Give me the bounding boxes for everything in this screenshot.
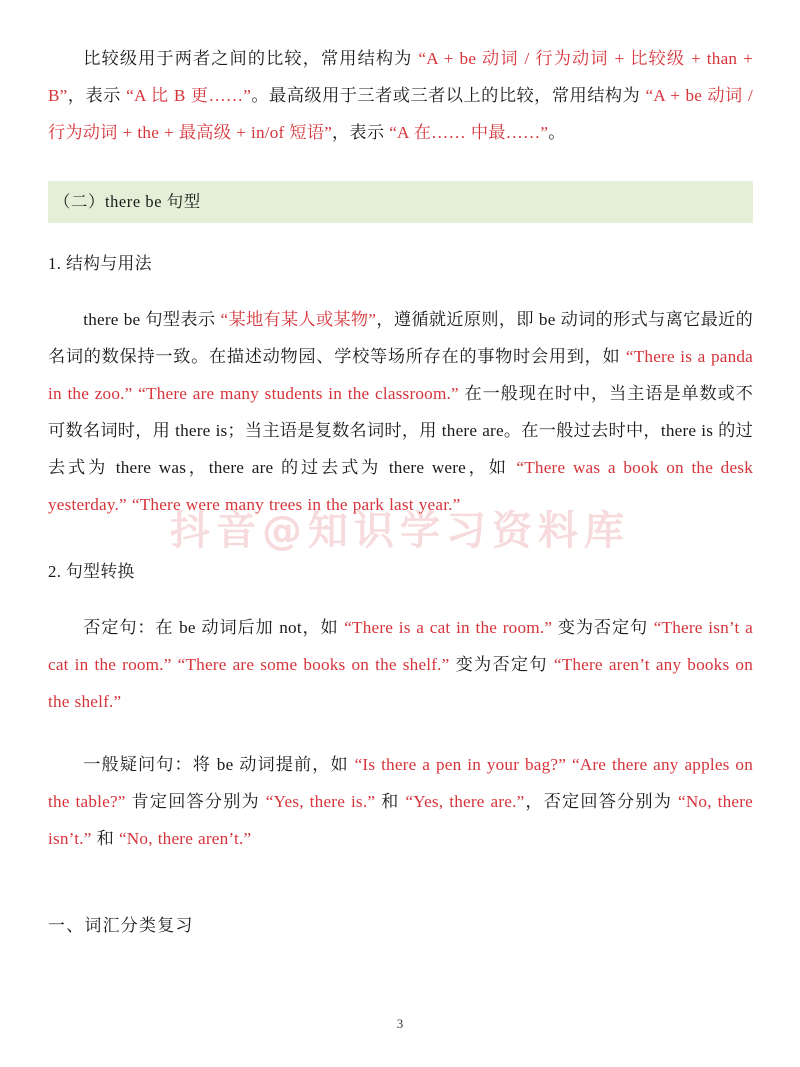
text-segment: 在一般现在时中，当主语是单数或不可数名词时，用 there is；当主语是复数名词时，用 there are。在一般过去时中，there is 的过去式为 there was，there are 的过去式为 there were，如 (48, 384, 754, 477)
text-segment-emphasis: “There isn’t a cat in the room.” (48, 618, 753, 674)
text-segment-emphasis: “There is a cat in the room.” (344, 618, 553, 637)
text-segment: ，表示 (332, 123, 390, 142)
subheading-sentence-transformation: 2. 句型转换 (48, 562, 135, 581)
text-segment: 否定句：在 be 动词后加 not，如 (83, 618, 345, 637)
subheading-structure-usage: 1. 结构与用法 (48, 254, 152, 273)
text-segment-emphasis: “There is a panda in the zoo.” (48, 347, 753, 403)
text-segment: 一般疑问句：将 be 动词提前，如 (83, 755, 355, 774)
paragraph-structure-usage (48, 301, 753, 523)
spacer (48, 279, 753, 301)
section-heading-there-be: （二）there be 句型 (48, 181, 753, 223)
spacer (48, 587, 753, 609)
text-segment-emphasis: “There was a book on the desk yesterday.” (48, 458, 753, 514)
text-segment-emphasis: “There are many students in the classroom.” (138, 384, 459, 403)
spacer (48, 857, 753, 911)
text-segment-emphasis: “There aren’t any books on the shelf.” (48, 655, 754, 711)
spacer (48, 720, 753, 746)
text-segment: ，表示 (67, 86, 127, 105)
paragraph-question-form (48, 746, 753, 857)
text-segment: 变为否定句 (552, 618, 654, 637)
text-segment: ，遵循就近原则，即 be 动词的形式与离它最近的名词的数保持一致。在描述动物园、学校等场所存在的事物时会用到，如 (48, 310, 754, 366)
text-segment-emphasis: “There are some books on the shelf.” (177, 655, 450, 674)
text-segment: 。最高级用于三者或三者以上的比较，常用结构为 (251, 86, 646, 105)
paragraph-negative-form (48, 609, 753, 720)
text-segment: 变为否定句 (449, 655, 554, 674)
watermark-text: 抖音@知识学习资料库 (170, 508, 630, 554)
text-segment-emphasis: “Is there a pen in your bag?” (354, 755, 567, 774)
page-content (48, 40, 753, 941)
text-segment-emphasis: “No, there aren’t.” (118, 829, 252, 848)
text-segment: ，否定回答分别为 (524, 792, 678, 811)
spacer (48, 223, 753, 249)
page-number: 3 (396, 1016, 404, 1031)
text-segment: there be 句型表示 (83, 310, 221, 329)
text-segment: 和 (375, 792, 406, 811)
text-segment-emphasis: “A + be 动词 / 行为动词 + 比较级 + than + B” (48, 49, 753, 105)
section-heading-vocabulary-review: 一、词汇分类复习 (48, 916, 194, 935)
text-segment-emphasis: “There were many trees in the park last year.” (131, 495, 461, 514)
text-segment: 和 (91, 829, 119, 848)
text-segment: 。 (548, 123, 566, 142)
text-segment-emphasis: “A 比 B 更……” (126, 86, 252, 105)
text-segment-emphasis: “Yes, there is.” (265, 792, 376, 811)
text-segment-emphasis: “No, there isn’t.” (48, 792, 754, 848)
paragraph-comparative-superlative (48, 40, 753, 151)
text-segment-emphasis: “Are there any apples on the table?” (48, 755, 753, 811)
text-segment-emphasis: “某地有某人或某物” (220, 310, 377, 329)
spacer (48, 151, 753, 181)
text-segment-emphasis: “A + be 动词 / 行为动词 + the + 最高级 + in/of 短语” (48, 86, 753, 142)
spacer (48, 523, 753, 557)
text-segment: 比较级用于两者之间的比较，常用结构为 (83, 49, 419, 68)
text-segment: 肯定回答分别为 (125, 792, 266, 811)
text-segment-emphasis: “Yes, there are.” (405, 792, 525, 811)
text-segment-emphasis: “A 在…… 中最……” (389, 123, 549, 142)
